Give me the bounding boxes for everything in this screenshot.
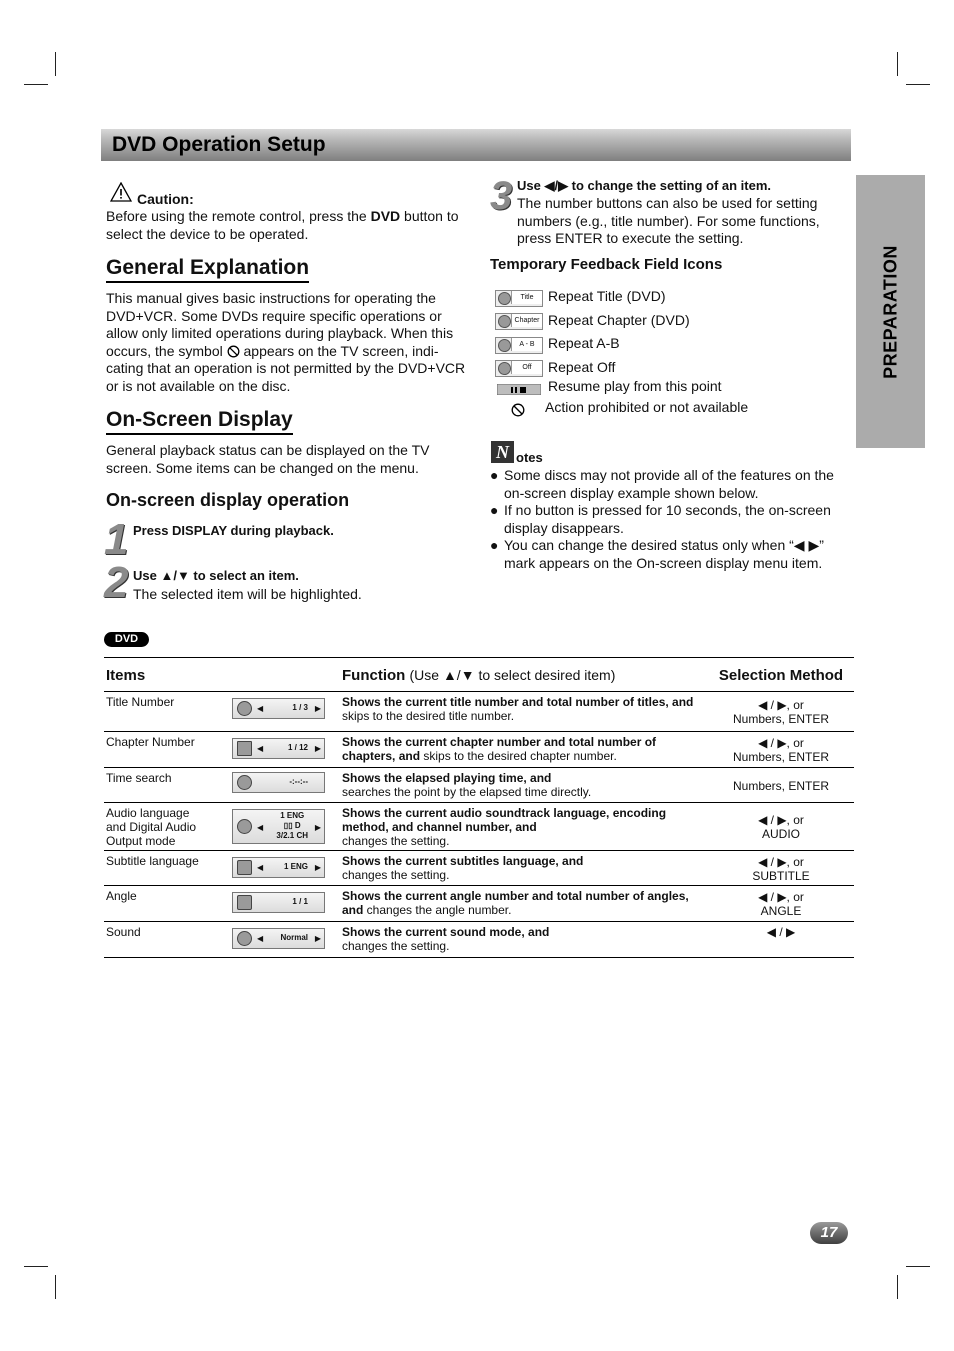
table-row [104, 768, 854, 803]
caution-text-start: Before using the remote control, press the [106, 208, 371, 224]
right-arrow-icon: ▶ [314, 934, 321, 943]
repeat-title-icon [495, 290, 543, 307]
function-bold: Shows the current audio soundtrack language, encoding method, and channel number, and [342, 806, 667, 834]
function-cell [340, 768, 708, 803]
general-body-end: appears on the TV screen, indi-cating that an operation is not permitted by the DVD+VCR or is not available on the disc. [106, 342, 466, 394]
function-cell [340, 922, 708, 958]
crop-mark [906, 1266, 930, 1267]
right-arrow-icon: ▶ [314, 863, 321, 872]
left-arrow-icon: ◀ [257, 823, 264, 832]
prohibited-icon [227, 345, 240, 358]
osd-value: 1 / 12 [287, 743, 308, 752]
feedback-text: Repeat Chapter (DVD) [548, 312, 690, 328]
subtitle-icon [237, 860, 252, 875]
header-items: Items [104, 658, 340, 692]
note-text: If no button is pressed for 10 seconds, the on-screen display disappears. [504, 502, 831, 536]
item-cell [104, 886, 340, 922]
function-cell [340, 851, 708, 886]
function-normal: changes the setting. [342, 868, 450, 882]
right-arrow-icon: ▶ [314, 744, 321, 753]
table-row [104, 922, 854, 958]
onscreen-subheading: On-screen display operation [106, 490, 350, 510]
item-cell [104, 768, 340, 803]
item-label: Sound [106, 925, 141, 939]
step-title: Use ◀/▶ to change the setting of an item. [517, 178, 772, 193]
repeat-icon-label: Chapter [511, 314, 542, 327]
selection-cell: ◀ / ▶, or SUBTITLE [708, 851, 854, 886]
sound-mode-icon [237, 931, 252, 946]
crop-mark [897, 52, 898, 76]
section-tab [856, 175, 925, 448]
camera-angle-icon [237, 895, 252, 910]
crop-mark [24, 84, 48, 85]
repeat-icon-label: Off [511, 361, 542, 374]
function-bold: Shows the current chapter number and total number of chapters, and [342, 735, 657, 763]
feedback-text: Repeat Off [548, 359, 616, 375]
item-label: Title Number [106, 695, 175, 709]
function-bold: Shows the current sound mode, and [342, 925, 550, 939]
onscreen-heading: On-Screen Display [106, 408, 293, 435]
step-title: Use ▲/▼ to select an item. [133, 568, 299, 583]
header-function [340, 658, 708, 692]
osd-value: 1 / 1 [292, 897, 308, 906]
disc-icon [237, 701, 252, 716]
feedback-text: Action prohibited or not available [545, 399, 749, 415]
general-body-start: This manual gives basic instructions for operating the DVD+VCR. Some DVDs require specific operations or allow only limited operations during playback. When this occurs, the symbol [106, 290, 454, 359]
function-cell [340, 886, 708, 922]
note-item: ● If no button is pressed for 10 seconds, the on-screen display disappears. [490, 502, 854, 537]
feedback-text: Resume play from this point [548, 378, 722, 394]
crop-mark [24, 1266, 48, 1267]
function-normal: skips to the desired chapter number. [420, 749, 617, 763]
warning-icon [110, 182, 132, 202]
item-label: Angle [106, 889, 137, 903]
step-number: 3 [490, 174, 513, 218]
step-body: The selected item will be highlighted. [133, 586, 362, 602]
section-tab-label: PREPARATION [880, 244, 900, 379]
note-text: Some discs may not provide all of the features on the on-screen display example shown below. [504, 467, 834, 501]
page-number: 17 [810, 1222, 848, 1244]
page-title: DVD Operation Setup [112, 133, 326, 156]
crop-mark [897, 1275, 898, 1299]
repeat-icon-label: Title [511, 291, 542, 304]
item-label: Chapter Number [106, 735, 195, 749]
header-function-note: (Use ▲/▼ to select desired item) [409, 667, 616, 683]
caution-text-bold: DVD [370, 208, 401, 224]
table-row [104, 851, 854, 886]
notes-label: otes [516, 450, 543, 465]
function-normal: skips to the desired title number. [342, 709, 515, 723]
page-title-bar [101, 129, 851, 161]
item-cell [104, 732, 340, 768]
step-number: 2 [104, 558, 129, 607]
item-cell [104, 922, 340, 958]
item-cell [104, 692, 340, 732]
item-cell [104, 851, 340, 886]
item-label: Audio language and Digital Audio Output mode [106, 806, 197, 848]
table-header-row [104, 658, 854, 692]
repeat-icon-label: A - B [511, 338, 542, 351]
function-normal: changes the setting. [342, 939, 450, 953]
caution-label: Caution: [137, 191, 194, 207]
header-selection: Selection Method [708, 658, 854, 692]
table-row [104, 692, 854, 732]
left-arrow-icon: ◀ [257, 863, 264, 872]
table-row [104, 803, 854, 851]
note-text: You can change the desired status only when “◀ ▶” mark appears on the On-screen display menu item. [504, 537, 824, 571]
osd-display [232, 892, 325, 913]
repeat-ab-icon [495, 337, 543, 354]
function-cell [340, 732, 708, 768]
osd-value: 1 ENG ▯▯ D 3/2.1 CH [276, 811, 308, 840]
left-arrow-icon: ◀ [257, 704, 264, 713]
onscreen-body: General playback status can be displayed on the TV screen. Some items can be changed on the menu. [106, 442, 430, 476]
repeat-chapter-icon [495, 313, 543, 330]
osd-display [232, 738, 325, 759]
item-label: Time search [106, 771, 172, 785]
osd-display [232, 928, 325, 949]
crop-mark [55, 52, 56, 76]
osd-display [232, 698, 325, 719]
caution-text [106, 208, 466, 243]
svg-text:N: N [496, 442, 509, 462]
table-row [104, 886, 854, 922]
feedback-text: Repeat A-B [548, 335, 620, 351]
selection-cell: ◀ / ▶, or ANGLE [708, 886, 854, 922]
caution-text-end: button to select the device to be operated. [106, 208, 459, 242]
feedback-text: Repeat Title (DVD) [548, 288, 666, 304]
osd-display [232, 772, 325, 793]
general-heading: General Explanation [106, 256, 309, 283]
function-cell [340, 803, 708, 851]
function-cell [340, 692, 708, 732]
function-bold: Shows the current title number and total number of titles, and [342, 695, 694, 709]
osd-value: Normal [280, 933, 308, 942]
film-icon [237, 741, 252, 756]
right-arrow-icon: ▶ [314, 704, 321, 713]
headphones-icon [237, 819, 252, 834]
function-bold: Shows the current angle number and total number of angles, and [342, 889, 689, 917]
notes-icon [491, 441, 514, 463]
osd-display [232, 809, 325, 844]
dvd-badge: DVD [104, 632, 149, 647]
right-arrow-icon: ▶ [314, 823, 321, 832]
osd-value: 1 / 3 [292, 703, 308, 712]
step-number: 1 [104, 515, 129, 564]
general-body [106, 290, 468, 396]
selection-cell: ◀ / ▶, or Numbers, ENTER [708, 732, 854, 768]
selection-cell: ◀ / ▶, or AUDIO [708, 803, 854, 851]
table-row [104, 732, 854, 768]
function-normal: searches the point by the elapsed time directly. [342, 785, 592, 799]
left-arrow-icon: ◀ [257, 934, 264, 943]
function-normal: changes the angle number. [363, 903, 512, 917]
feedback-heading: Temporary Feedback Field Icons [490, 256, 723, 273]
crop-mark [55, 1275, 56, 1299]
selection-cell: ◀ / ▶ [708, 922, 854, 958]
note-item: ● You can change the desired status only when “◀ ▶” mark appears on the On-screen display menu item. [490, 537, 854, 572]
osd-value: 1 ENG [283, 862, 308, 871]
selection-cell: ◀ / ▶, or Numbers, ENTER [708, 692, 854, 732]
prohibited-icon [511, 403, 525, 417]
header-function-label: Function [342, 667, 406, 684]
osd-value: -:--:-- [289, 777, 308, 786]
osd-operations-table [104, 657, 854, 958]
osd-display [232, 857, 325, 878]
clock-icon [237, 775, 252, 790]
function-bold: Shows the current subtitles language, and [342, 854, 584, 868]
note-item: ● Some discs may not provide all of the features on the on-screen display example shown below. [490, 467, 854, 502]
selection-cell: Numbers, ENTER [708, 768, 854, 803]
crop-mark [906, 84, 930, 85]
step-body: The number buttons can also be used for setting numbers (e.g., title number). For some functions, press ENTER to execute the setting. [517, 195, 820, 247]
item-label: Subtitle language [106, 854, 199, 868]
step-title: Press DISPLAY during playback. [133, 523, 334, 538]
function-normal: changes the setting. [342, 834, 450, 848]
left-arrow-icon: ◀ [257, 744, 264, 753]
repeat-off-icon [495, 360, 543, 377]
function-bold: Shows the elapsed playing time, and [342, 771, 552, 785]
item-cell [104, 803, 340, 851]
pause-stop-icon [497, 384, 541, 395]
